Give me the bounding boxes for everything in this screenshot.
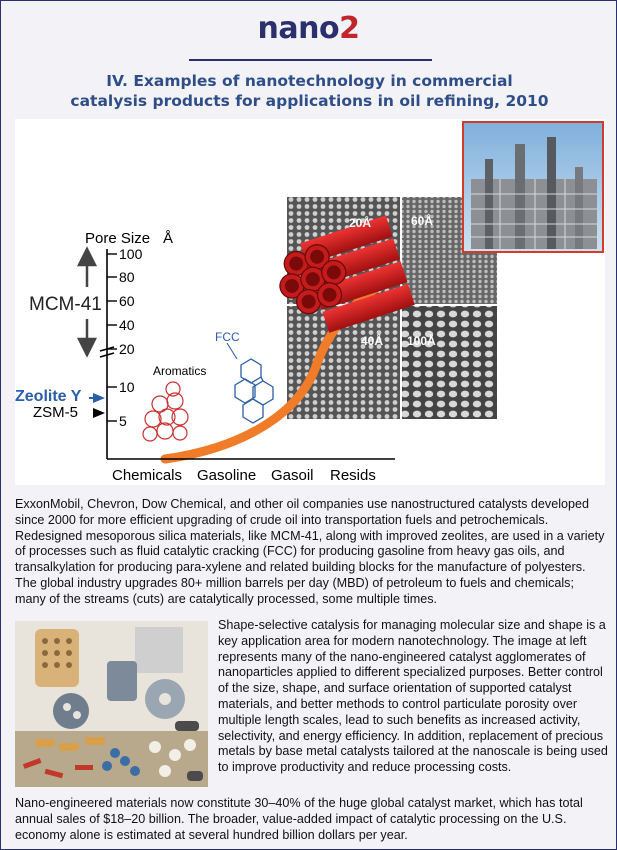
tem-label-40: 40Å [361,334,384,348]
x-category-chemicals: Chemicals [112,467,183,484]
tick-label-100: 100 [119,246,143,262]
paragraph-shape-selective: Shape-selective catalysis for managing molecular size and shape is a key application area for modern nanotechnology. The image at left represents many of the nano-engineered catalyst agglomerates of nanoparticles applied to different specialized purposes. Better control of the size, shape, and surface orientation of supported catalyst materials, and better methods to control particulate porosity over multiple length scales, lead to such benefits as increased activity, selectivity, and energy efficiency. In addition, replacement of precious metals by base metal catalysts tailored at the nanoscale is being used to improve productivity and reduce processing costs. [218,618,608,775]
paragraph-oil-companies: ExxonMobil, Chevron, Dow Chemical, and other oil companies use nanostructured catalysts developed since 2000 for more efficient upgrading of crude oil into transportation fuels and petrochemicals. Redesigned mesoporous silica materials, like MCM-41, along with improved zeolites, are used in a variety of processes such as fluid catalytic cracking (FCC) for producing gasoline from heavy gas oils, and transalkylation for producing para-xylene and related building blocks for the manufacture of polyesters. The global industry upgrades 80+ million barrels per day (MBD) of petroleum to fuels and chemicals; many of the streams (cuts) are catalytically processed, some multiple times. [15,497,605,606]
zsm5-label: ZSM-5 [33,404,78,421]
tick-label-80: 80 [119,269,135,285]
heading-line-2: catalysis products for applications in oil refining, 2010 [70,92,549,110]
x-category-resids: Resids [330,467,376,484]
tem-label-60: 60Å [411,214,434,228]
fcc-label: FCC [215,330,240,344]
tem-label-20: 20Å [349,216,372,230]
zsm5-arrow-icon [93,408,105,418]
aromatics-molecule-icon [143,382,188,441]
title-rule [189,59,432,61]
logo-two: 2 [339,11,360,46]
tick-label-60: 60 [119,293,135,309]
pore-size-figure [15,119,605,485]
section-heading [31,71,588,111]
tick-label-10: 10 [119,379,135,395]
nano2-logo [1,11,616,46]
mcm41-label: MCM-41 [29,294,102,315]
axis-title: Pore Size [85,230,151,247]
paragraph-market: Nano-engineered materials now constitute 30–40% of the huge global catalyst market, which has total annual sales of $18–20 billion. The broader, value-added impact of catalytic processing on the U.S. economy alone is estimated at several hundred billion dollars per year. [15,796,583,842]
tick-label-5: 5 [119,413,127,429]
tem-label-100: 100Å [407,334,436,348]
heading-line-1: IV. Examples of nanotechnology in commercial [106,72,513,90]
axis-unit: Å [163,230,174,247]
tick-marks [107,254,117,421]
x-category-gasoline: Gasoline [197,467,257,484]
tick-label-40: 40 [119,317,135,333]
x-category-gasoil: Gasoil [271,467,314,484]
figure-svg [15,119,605,485]
tick-label-20: 20 [119,341,135,357]
aromatics-label: Aromatics [153,364,207,378]
logo-nano: nano [257,11,340,46]
zeolite-y-label: Zeolite Y [15,388,82,405]
catalyst-pellets-photo [15,621,208,787]
refinery-photo [463,122,603,252]
fcc-zeolite-cage-icon [235,359,273,423]
